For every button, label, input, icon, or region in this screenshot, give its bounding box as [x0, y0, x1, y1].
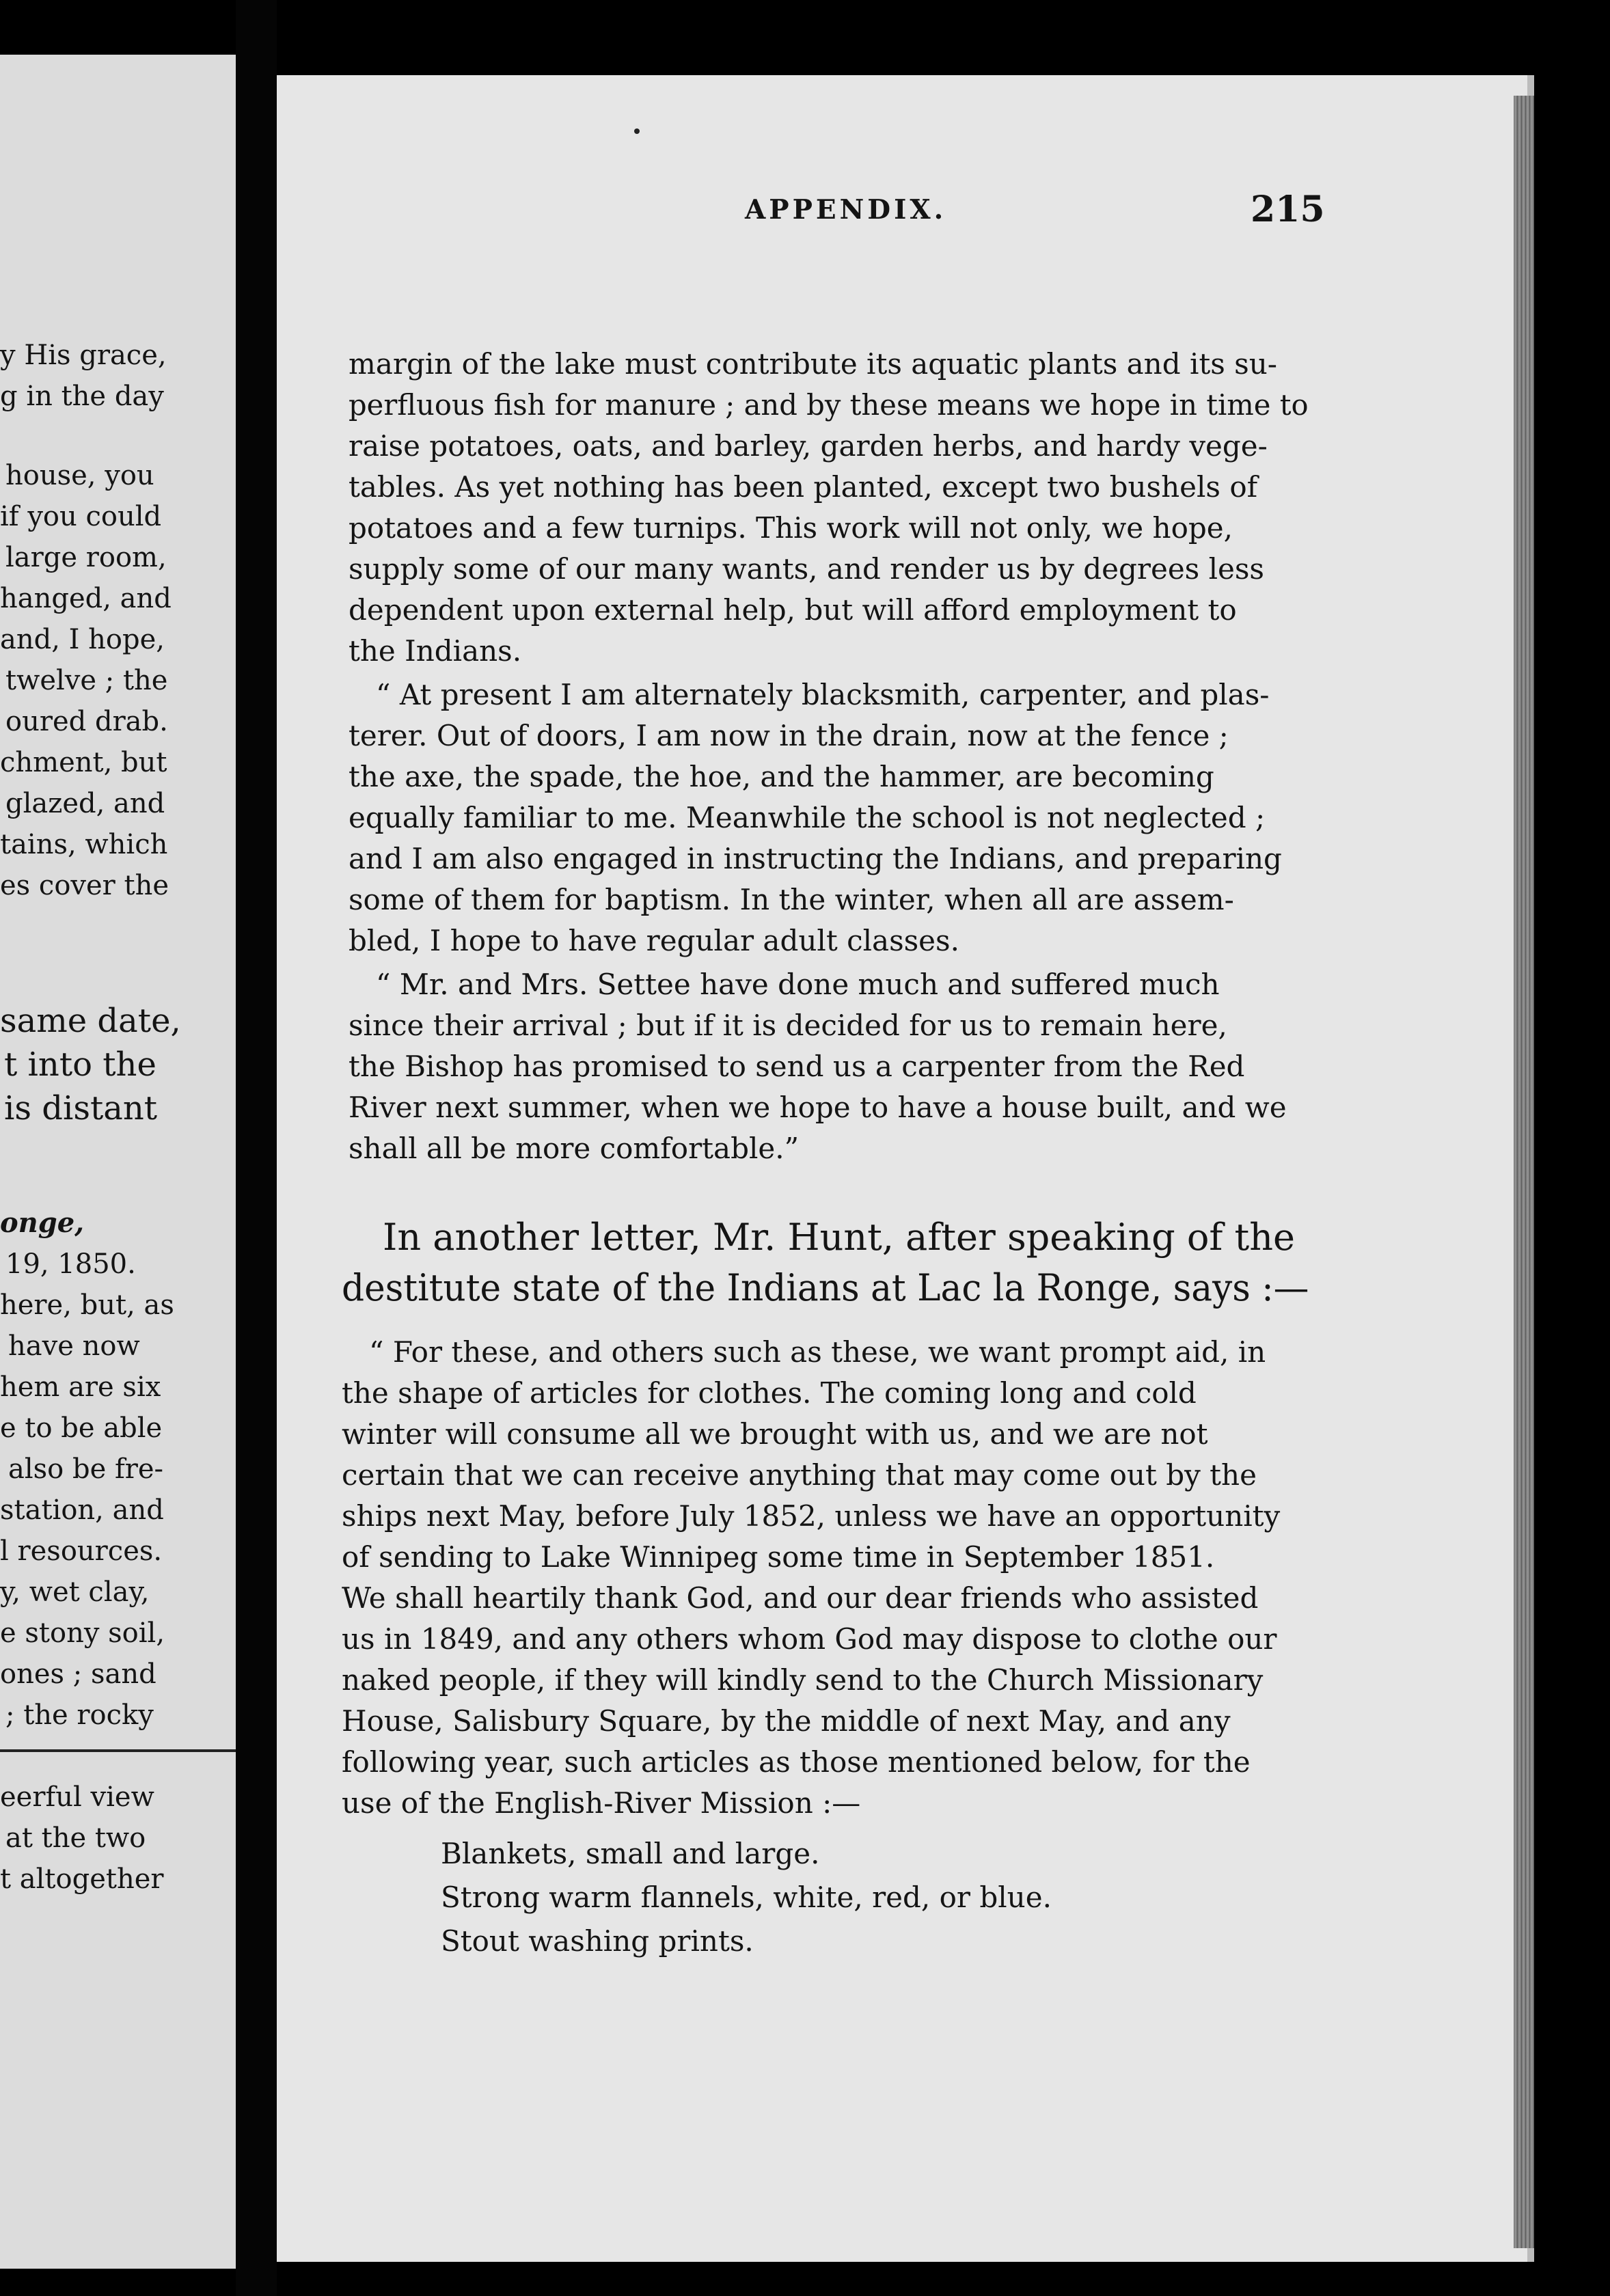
left-page-line: e to be able [0, 1412, 163, 1444]
left-page-line: t into the [4, 1046, 156, 1084]
left-page-line: have now [8, 1330, 140, 1362]
left-page-line: y His grace, [0, 340, 167, 371]
left-page-fragment [0, 55, 236, 2269]
left-page-line: at the two [5, 1822, 146, 1854]
left-page-line: is distant [4, 1089, 158, 1128]
left-page-line: tains, which [0, 829, 168, 860]
body-line: the Indians. [349, 634, 522, 668]
page-edge [1514, 96, 1534, 2248]
body-line: equally familiar to me. Meanwhile the school is not neglected ; [349, 801, 1266, 834]
left-page-line: here, but, as [0, 1289, 174, 1321]
left-page-line: onge, [0, 1207, 85, 1239]
body-line: ships next May, before July 1852, unless we have an opportunity [342, 1499, 1281, 1533]
list-item: Stout washing prints. [441, 1924, 754, 1958]
left-page-line: t altogether [0, 1863, 164, 1895]
left-page-line: ; the rocky [5, 1699, 154, 1731]
body-line: shall all be more comfortable.” [349, 1132, 800, 1165]
intro-line: destitute state of the Indians at Lac la Ronge, says :— [342, 1266, 1309, 1309]
body-line: the Bishop has promised to send us a carpenter from the Red [349, 1050, 1245, 1083]
left-page-divider [0, 1749, 236, 1752]
list-item: Blankets, small and large. [441, 1837, 820, 1870]
left-page-line: ones ; sand [0, 1658, 156, 1690]
body-line: potatoes and a few turnips. This work will not only, we hope, [349, 511, 1233, 545]
body-line: us in 1849, and any others whom God may dispose to clothe our [342, 1622, 1277, 1656]
body-line: perfluous fish for manure ; and by these means we hope in time to [349, 388, 1309, 422]
left-page-line: 19, 1850. [5, 1248, 136, 1280]
body-line: raise potatoes, oats, and barley, garden herbs, and hardy vege- [349, 429, 1268, 463]
body-line: terer. Out of doors, I am now in the drain, now at the fence ; [349, 719, 1229, 752]
ink-speck [634, 128, 640, 134]
body-line: River next summer, when we hope to have a house built, and we [349, 1091, 1287, 1124]
body-line: and I am also engaged in instructing the Indians, and preparing [349, 842, 1282, 875]
running-header: APPENDIX. [745, 194, 947, 226]
body-line: the shape of articles for clothes. The coming long and cold [342, 1376, 1197, 1410]
left-page-line: hanged, and [0, 583, 172, 614]
body-line: “ At present I am alternately blacksmith, carpenter, and plas- [376, 678, 1270, 711]
left-page-line: large room, [5, 542, 167, 573]
body-line: use of the English-River Mission :— [342, 1786, 861, 1820]
left-page-line: if you could [0, 501, 162, 532]
left-page-line: g in the day [0, 381, 164, 412]
left-page-line: twelve ; the [5, 665, 168, 696]
left-page-line: eerful view [0, 1781, 154, 1813]
left-page-line: glazed, and [5, 788, 165, 819]
left-page-line: oured drab. [5, 706, 168, 737]
left-page-line: hem are six [0, 1371, 161, 1403]
left-page-line: station, and [0, 1494, 164, 1526]
left-page-line: y, wet clay, [0, 1576, 150, 1608]
body-line: winter will consume all we brought with us, and we are not [342, 1417, 1208, 1451]
body-line: House, Salisbury Square, by the middle of next May, and any [342, 1704, 1231, 1738]
left-page-line: l resources. [0, 1535, 163, 1567]
body-line: certain that we can receive anything that may come out by the [342, 1458, 1257, 1492]
page-number: 215 [1251, 189, 1325, 230]
left-page-line: same date, [0, 1002, 181, 1040]
body-line: since their arrival ; but if it is decided for us to remain here, [349, 1009, 1227, 1042]
body-line: “ Mr. and Mrs. Settee have done much and suffered much [376, 968, 1220, 1001]
body-line: the axe, the spade, the hoe, and the hammer, are becoming [349, 760, 1214, 793]
body-line: margin of the lake must contribute its aquatic plants and its su- [349, 347, 1277, 381]
left-page-line: es cover the [0, 870, 169, 901]
body-line: “ For these, and others such as these, we want prompt aid, in [369, 1335, 1266, 1369]
body-line: tables. As yet nothing has been planted, except two bushels of [349, 470, 1258, 504]
left-page-line: chment, but [0, 747, 167, 778]
body-line: naked people, if they will kindly send to the Church Missionary [342, 1663, 1264, 1697]
body-line: bled, I hope to have regular adult classes. [349, 924, 959, 957]
body-line: following year, such articles as those mentioned below, for the [342, 1745, 1251, 1779]
left-page-line: also be fre- [8, 1453, 164, 1485]
left-page-line: and, I hope, [0, 624, 165, 655]
left-page-line: e stony soil, [0, 1617, 165, 1649]
body-line: dependent upon external help, but will afford employment to [349, 593, 1237, 627]
list-item: Strong warm flannels, white, red, or blue. [441, 1881, 1052, 1914]
body-line: supply some of our many wants, and render us by degrees less [349, 552, 1264, 586]
body-line: We shall heartily thank God, and our dear friends who assisted [342, 1581, 1259, 1615]
left-page-line: house, you [5, 460, 154, 491]
body-line: some of them for baptism. In the winter, when all are assem- [349, 883, 1234, 916]
body-line: of sending to Lake Winnipeg some time in September 1851. [342, 1540, 1215, 1574]
intro-line: In another letter, Mr. Hunt, after speaking of the [383, 1216, 1295, 1259]
book-gutter [236, 0, 277, 2296]
